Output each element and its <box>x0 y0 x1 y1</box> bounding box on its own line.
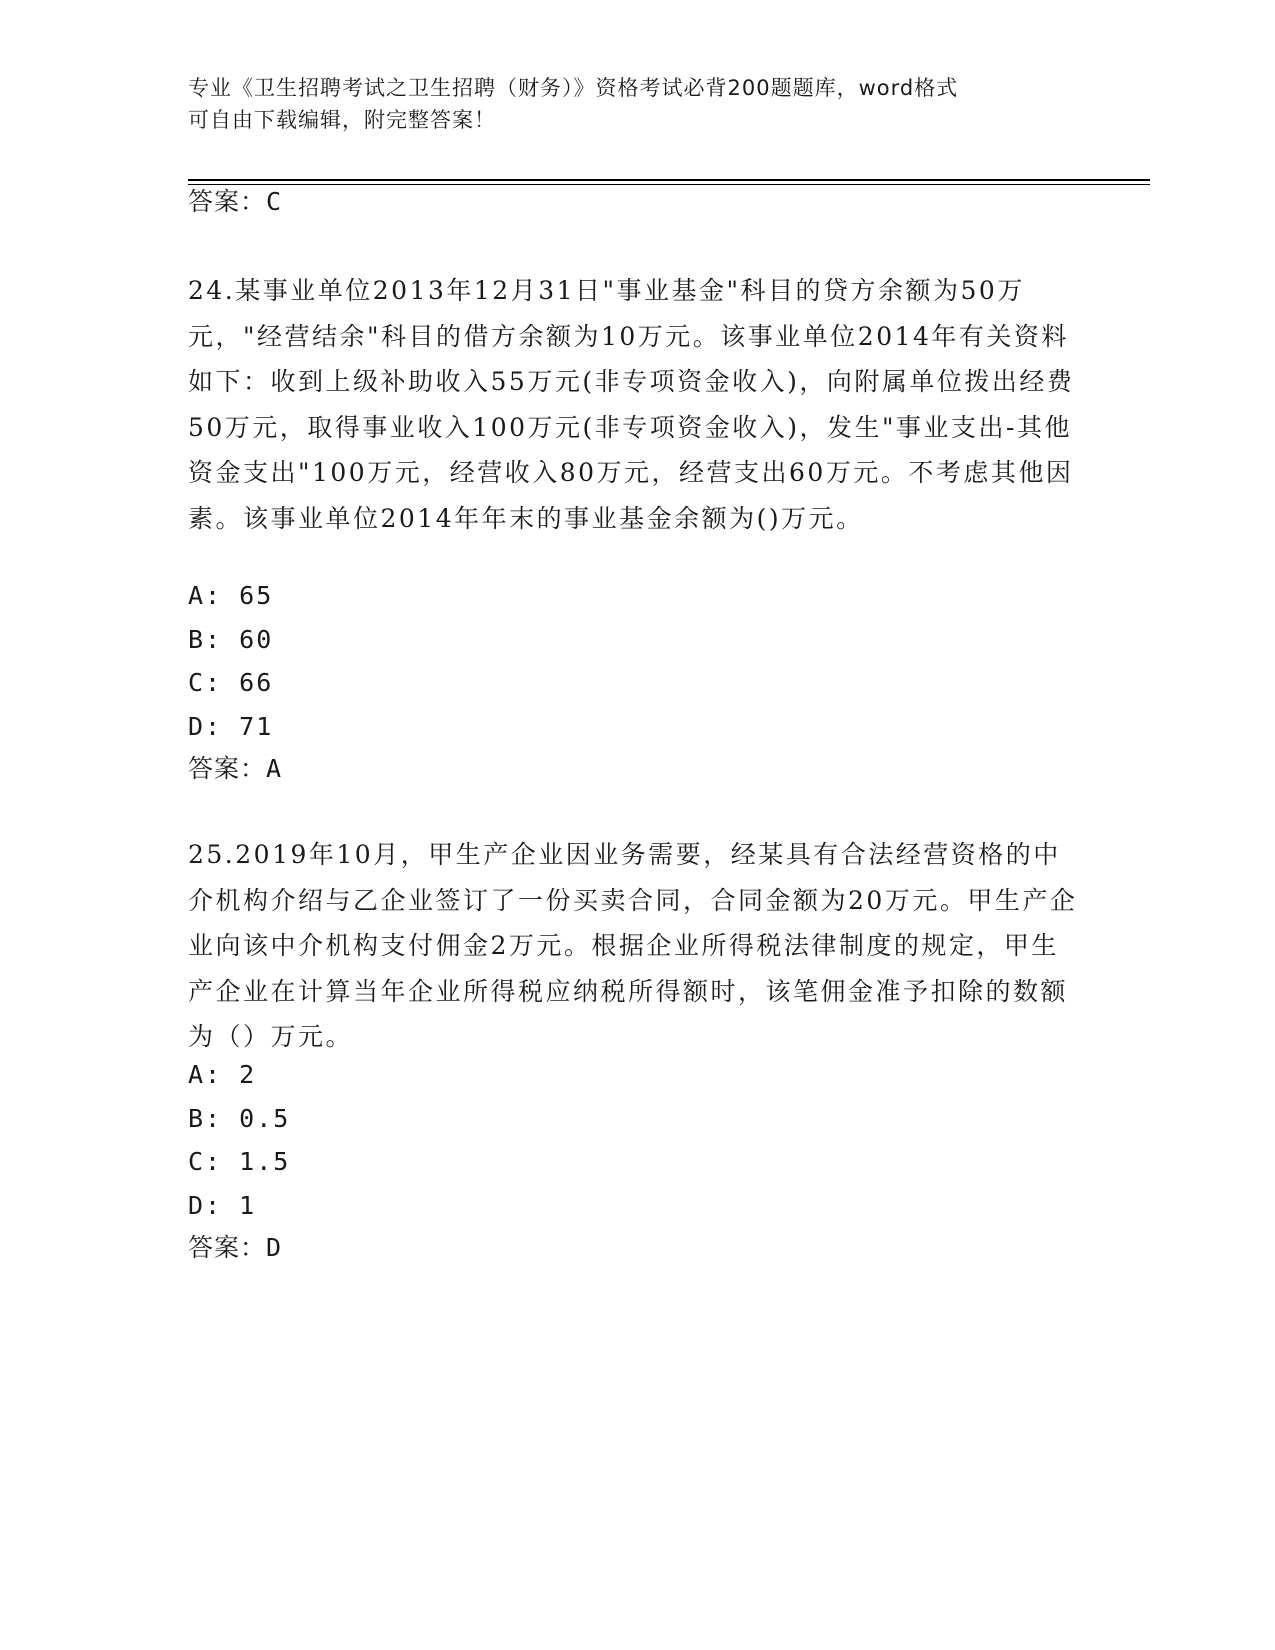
option-label: C: <box>188 1147 223 1176</box>
question-24-answer <box>188 753 282 785</box>
header-divider-thick <box>188 179 1150 181</box>
header-divider-thin <box>188 184 1150 185</box>
question-25-option-d <box>188 1190 256 1222</box>
answer-label: 答案： <box>188 1233 267 1262</box>
question-24-option-a <box>188 580 273 612</box>
option-label: A: <box>188 581 223 610</box>
option-label: C: <box>188 668 223 697</box>
option-label: B: <box>188 625 223 654</box>
question-25-option-b <box>188 1103 290 1135</box>
question-25-text: 25.2019年10月，甲生产企业因业务需要，经某具有合法经营资格的中介机构介绍与乙企业签订了一份买卖合同，合同金额为20万元。甲生产企业向该中介机构支付佣金2万元。根据企业所得税法律制度的规定，甲生产企业在计算当年企业所得税应纳税所得额时，该笔佣金准予扣除的数额为（）万元。 <box>188 840 1078 1051</box>
option-label: B: <box>188 1104 223 1133</box>
question-24-text: 24.某事业单位2013年12月31日"事业基金"科目的贷方余额为50万元，"经营结余"科目的借方余额为10万元。该事业单位2014年有关资料如下：收到上级补助收入55万元(非专项资金收入)，向附属单位拨出经费50万元，取得事业收入100万元(非专项资金收入)，发生"事业支出-其他资金支出"100万元，经营收入80万元，经营支出60万元。不考虑其他因素。该事业单位2014年年末的事业基金余额为()万元。 <box>188 276 1075 533</box>
option-label: D: <box>188 712 223 741</box>
option-value: 71 <box>239 712 274 741</box>
question-24-option-d <box>188 711 273 743</box>
option-value: 60 <box>239 625 274 654</box>
answer-label: 答案： <box>188 187 267 216</box>
option-value: 1.5 <box>239 1147 291 1176</box>
option-value: 0.5 <box>239 1104 291 1133</box>
answer-value: D <box>266 1233 283 1262</box>
question-25-option-c <box>188 1146 290 1178</box>
answer-label: 答案： <box>188 754 267 783</box>
question-24-option-b <box>188 624 273 656</box>
header-line-2: 可自由下载编辑，附完整答案！ <box>188 108 496 132</box>
page-header <box>188 72 1088 136</box>
answer-value: A <box>266 754 283 783</box>
question-25-option-a <box>188 1059 256 1091</box>
answer-value: C <box>266 187 283 216</box>
option-value: 2 <box>239 1060 257 1089</box>
question-24-option-c <box>188 667 273 699</box>
option-value: 66 <box>239 668 274 697</box>
option-value: 1 <box>239 1191 257 1220</box>
option-value: 65 <box>239 581 274 610</box>
previous-answer <box>188 186 282 218</box>
header-line-1: 专业《卫生招聘考试之卫生招聘（财务）》资格考试必背200题题库，word格式 <box>188 76 959 100</box>
option-label: D: <box>188 1191 223 1220</box>
option-label: A: <box>188 1060 223 1089</box>
question-25-answer <box>188 1232 282 1264</box>
